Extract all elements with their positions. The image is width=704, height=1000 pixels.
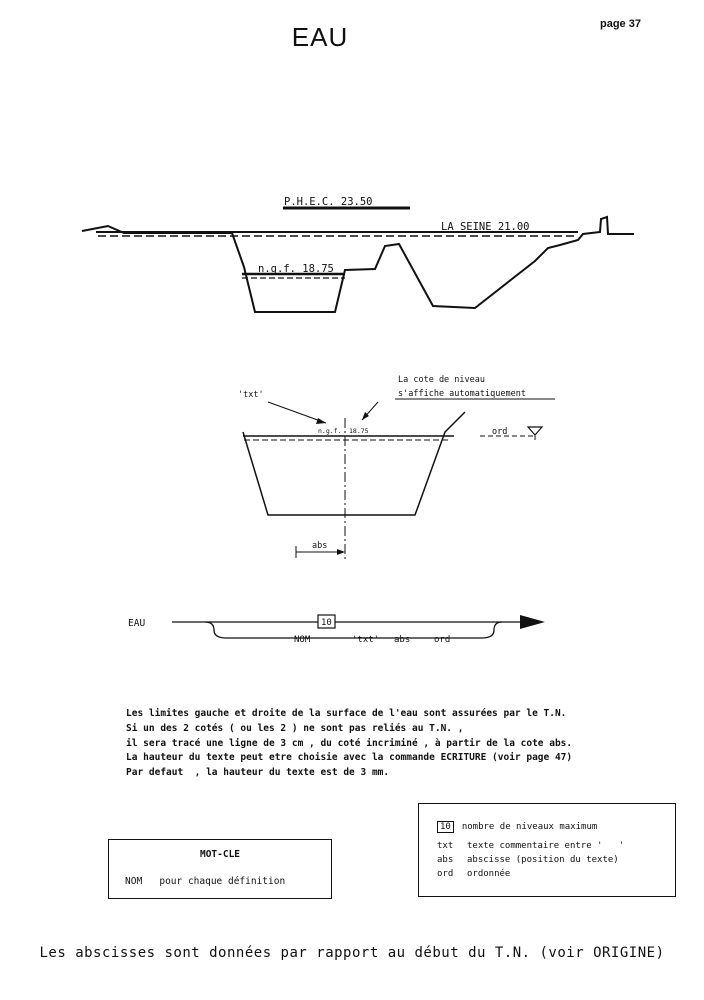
paragraph-line: il sera tracé une ligne de 3 cm , du coté incriminé , à partir de la cote abs.	[126, 737, 573, 749]
note-line-1: La cote de niveau	[398, 375, 485, 385]
syntax-keyword: EAU	[128, 618, 146, 629]
ngf-label: n.g.f. 18.75	[258, 263, 334, 275]
legend-key: abs	[437, 855, 454, 865]
detail-figure	[243, 399, 555, 560]
syntax-count: 10	[321, 618, 332, 628]
legend-key: ord	[437, 869, 454, 879]
legend-row	[437, 869, 510, 879]
footer-note: Les abscisses sont données par rapport au début du T.N. (voir ORIGINE)	[39, 945, 665, 961]
syntax-txt: 'txt'	[352, 635, 380, 645]
syntax-abs: abs	[394, 635, 411, 645]
motcle-heading: MOT-CLE	[199, 849, 241, 860]
note-line-2: s'affiche automatiquement	[398, 389, 526, 399]
page-number: page 37	[600, 18, 641, 30]
ngf-small-label: n.g.f.	[318, 427, 342, 435]
motcle-row	[125, 876, 285, 887]
cross-section-figure	[82, 208, 634, 312]
syntax-ord: ord	[434, 635, 451, 645]
legend-row	[437, 841, 624, 851]
phec-label: P.H.E.C. 23.50	[284, 196, 373, 208]
legend-desc: nombre de niveaux maximum	[461, 822, 598, 832]
legend-row	[437, 821, 597, 833]
paragraph-line: Par defaut , la hauteur du texte est de 3 mm.	[126, 767, 390, 779]
legend-key: txt	[437, 841, 454, 851]
motcle-box	[108, 839, 332, 899]
paragraph-line: Les limites gauche et droite de la surface de l'eau sont assurées par le T.N.	[126, 708, 567, 719]
description-paragraph	[126, 707, 572, 781]
txt-arrow	[268, 402, 326, 423]
legend-box	[418, 803, 676, 897]
motcle-desc: pour chaque définition	[159, 876, 286, 887]
paragraph-line: La hauteur du texte peut etre choisie avec la commande ECRITURE (voir page 47)	[126, 752, 573, 764]
syntax-nom: NOM	[294, 635, 311, 645]
legend-key-boxed: 10	[437, 821, 454, 833]
legend-row	[437, 855, 619, 865]
motcle-key: NOM	[125, 876, 143, 887]
legend-desc: ordonnée	[467, 869, 511, 879]
level-marker	[528, 427, 542, 435]
legend-desc: abscisse (position du texte)	[467, 855, 619, 865]
ngf-value-label: 18.75	[349, 427, 369, 435]
seine-label: LA SEINE 21.00	[441, 221, 530, 233]
ord-label: ord	[492, 427, 508, 437]
txt-label: 'txt'	[238, 390, 264, 400]
paragraph-line: Si un des 2 cotés ( ou les 2 ) ne sont pas reliés au T.N. ,	[126, 722, 464, 734]
legend-desc: texte commentaire entre ' '	[467, 841, 625, 851]
syntax-arrow	[520, 615, 545, 629]
page-title: EAU	[291, 22, 349, 52]
abs-label: abs	[312, 541, 328, 551]
